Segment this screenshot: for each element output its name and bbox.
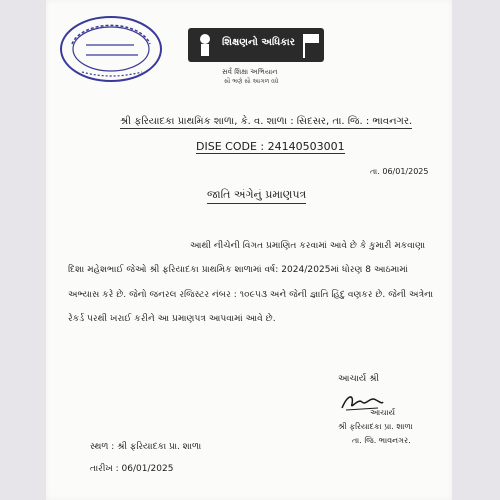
left-frame-margin xyxy=(0,0,46,500)
school-header: શ્રી ફરિયાદકા પ્રાથમિક શાળા, કે. વ. શાળા : સિદસર, તા. જિ. : ભાવનગર. xyxy=(120,116,413,127)
logo-banner xyxy=(188,28,324,62)
certificate-title: જાતિ અંગેનું પ્રમાણપત્ર xyxy=(207,188,306,204)
date-top: તા. 06/01/2025 xyxy=(370,167,429,176)
place-line: સ્થળ : શ્રી ફરિયાદકા પ્રા. શાળા xyxy=(90,442,202,452)
principal-label: આચાર્ય શ્રી xyxy=(338,374,379,384)
signature-school: શ્રી ફરિયાદકા પ્રા. શાળા xyxy=(338,422,413,431)
body-line: દિશા મહેશભાઈ જેઓ શ્રી ફરિયાદકા પ્રાથમિક શાળામાં વર્ષ: 2024/2025માં ધોરણ 8 આઠમામાં xyxy=(68,265,408,275)
pencil-child-icon xyxy=(190,30,220,60)
date-bottom: તારીખ : 06/01/2025 xyxy=(90,464,174,474)
signature-taluka: તા. જિ. ભાવનગર. xyxy=(352,436,411,445)
flag-icon xyxy=(300,30,322,60)
dise-code: DISE CODE : 24140503001 xyxy=(196,140,345,153)
school-stamp xyxy=(58,14,164,84)
logo-banner-text: શિક્ષણનો અધિકાર xyxy=(222,37,295,48)
shikshan-no-adhikar-logo xyxy=(188,28,324,96)
body-line: અભ્યાસ કરે છે. જેનો જનરલ રજિસ્ટર નંબર : ૧૦૯૫૩ અને જેની જ્ઞાતિ હિંદુ વણકર છે. જેની અત્રેના xyxy=(68,290,434,300)
body-line: રેકર્ડ પરથી ખરાઈ કરીને આ પ્રમાણપત્ર આપવામાં આવે છે. xyxy=(68,314,276,324)
logo-tagline: સૌ ભણે સૌ આગળ વધે xyxy=(224,78,279,85)
right-frame-margin xyxy=(452,0,500,500)
signature-title: આચાર્ય xyxy=(370,408,396,417)
body-line: આથી નીચેની વિગત પ્રમાણિત કરવામાં આવે છે કે કુમારી મકવાણા xyxy=(190,241,426,251)
logo-subtitle: સર્વ શિક્ષા અભિયાન xyxy=(222,68,278,76)
